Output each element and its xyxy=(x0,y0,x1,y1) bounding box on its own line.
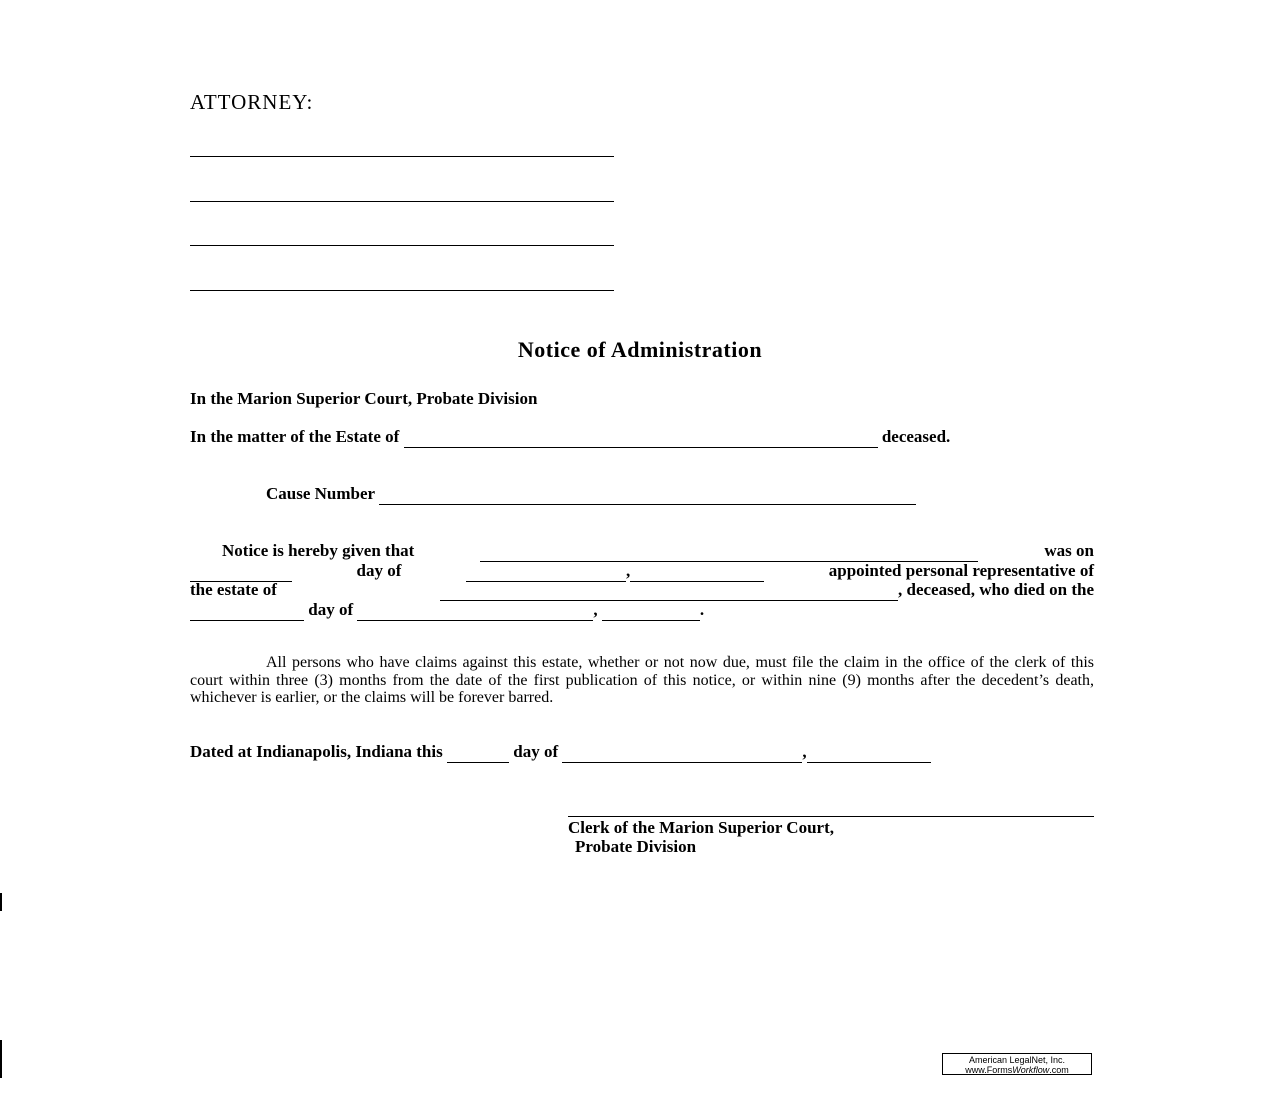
footer-badge-suffix: .com xyxy=(1049,1065,1069,1075)
estate-suffix: deceased. xyxy=(881,427,951,446)
signature-line[interactable] xyxy=(568,816,1094,817)
cause-number-blank[interactable] xyxy=(379,484,916,505)
attorney-line-1[interactable] xyxy=(190,156,614,157)
notice-line4-period: . xyxy=(699,600,705,619)
deceased-name-blank[interactable] xyxy=(440,580,898,601)
footer-badge-prefix: www.Forms xyxy=(965,1065,1013,1075)
notice-line1-prefix: Notice is hereby given that xyxy=(222,541,415,560)
footer-badge-line1: American LegalNet, Inc. xyxy=(968,1055,1066,1065)
court-line: In the Marion Superior Court, Probate Division xyxy=(190,389,538,408)
notice-line-4 xyxy=(190,600,704,621)
notice-line2-day-of: day of xyxy=(356,561,402,580)
claims-text: All persons who have claims against this estate, whether or not now due, must file the claim in the office of the clerk of this court within three (3) months from the date of the first publication of this notice, or within nine (9) months after the decedent’s death, whichever is earlier, or the claims will be forever barred. xyxy=(190,654,1094,706)
notice-line-2 xyxy=(190,561,1094,582)
footer-badge xyxy=(942,1053,1092,1075)
cause-number-line xyxy=(266,484,916,505)
estate-line xyxy=(190,427,950,448)
notice-line2-tail: appointed personal representative of xyxy=(828,561,1094,580)
notice-line3-suffix: , deceased, who died on the xyxy=(898,580,1094,599)
dated-line xyxy=(190,742,931,763)
dated-month-blank[interactable] xyxy=(562,742,802,763)
attorney-line-3[interactable] xyxy=(190,245,614,246)
appointed-day-blank[interactable] xyxy=(190,561,292,582)
signature-title-1: Clerk of the Marion Superior Court, xyxy=(568,818,834,837)
death-year-blank[interactable] xyxy=(602,600,700,621)
notice-line-3 xyxy=(190,580,1094,601)
signature-title-2: Probate Division xyxy=(575,837,697,856)
attorney-line-2[interactable] xyxy=(190,201,614,202)
scan-mark-2 xyxy=(0,1040,2,1078)
dated-year-blank[interactable] xyxy=(807,742,931,763)
footer-badge-line2 xyxy=(943,1065,1091,1075)
dated-day-of: day of xyxy=(513,742,559,761)
attorney-label: ATTORNEY: xyxy=(190,90,314,114)
notice-line3-prefix: the estate of xyxy=(190,580,277,599)
notice-line4-comma: , xyxy=(593,600,598,619)
claims-paragraph xyxy=(190,654,1094,707)
dated-comma: , xyxy=(802,742,807,761)
notice-line4-day-of: day of xyxy=(308,600,354,619)
dated-prefix: Dated at Indianapolis, Indiana this xyxy=(190,742,443,761)
appointed-month-blank[interactable] xyxy=(466,561,626,582)
dated-day-blank[interactable] xyxy=(447,742,509,763)
death-day-blank[interactable] xyxy=(190,600,304,621)
appointed-year-blank[interactable] xyxy=(630,561,764,582)
cause-number-label: Cause Number xyxy=(266,484,375,503)
footer-badge-italic: Workflow xyxy=(1012,1065,1050,1075)
notice-line1-suffix: was on xyxy=(1044,541,1094,560)
attorney-line-4[interactable] xyxy=(190,290,614,291)
notice-line2-comma: , xyxy=(625,561,631,580)
death-month-blank[interactable] xyxy=(357,600,593,621)
estate-name-blank[interactable] xyxy=(404,427,878,448)
page-title: Notice of Administration xyxy=(517,337,763,362)
scan-mark-1 xyxy=(0,893,2,911)
estate-prefix: In the matter of the Estate of xyxy=(190,427,400,446)
representative-name-blank[interactable] xyxy=(480,541,978,562)
notice-line-1 xyxy=(222,541,1094,562)
